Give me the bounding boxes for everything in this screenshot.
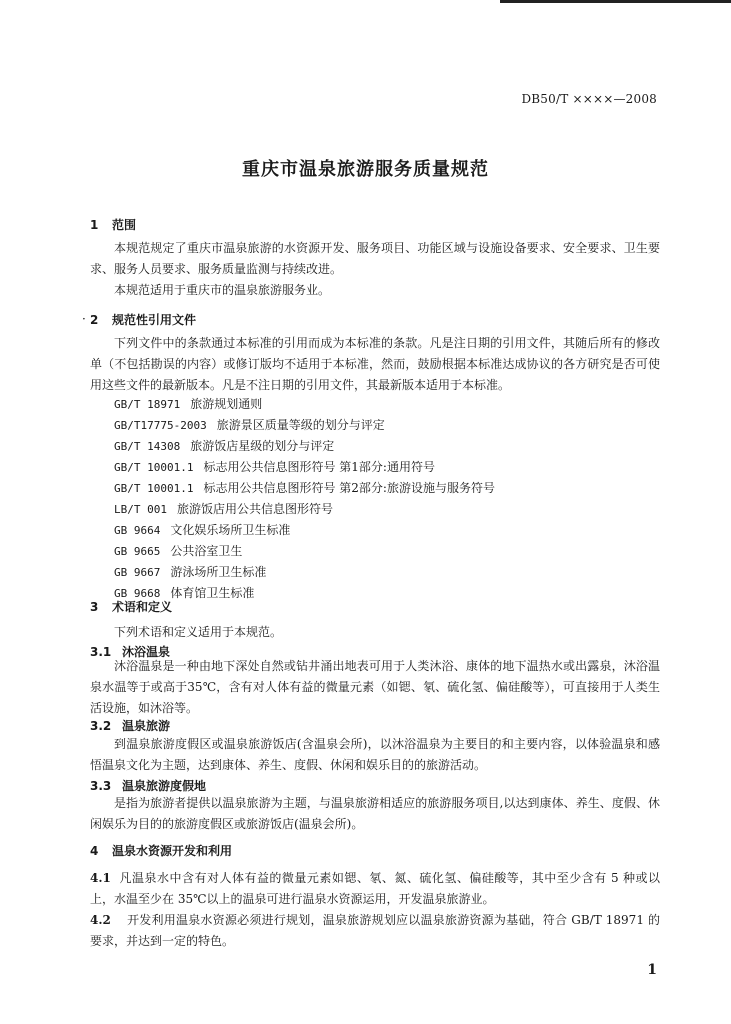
reference-item <box>114 416 385 433</box>
section-number: 3 <box>90 600 99 614</box>
section-number: 1 <box>90 218 99 232</box>
reference-item <box>114 479 495 496</box>
reference-code: GB 9664 <box>114 524 161 537</box>
section-3-heading <box>90 598 172 615</box>
reference-code: GB 9668 <box>114 587 161 600</box>
section-title: 术语和定义 <box>112 600 173 614</box>
reference-title: 标志用公共信息图形符号 第1部分:通用符号 <box>203 460 435 474</box>
reference-code: LB/T 001 <box>114 503 167 516</box>
section-1-paragraph-2: 本规范适用于重庆市的温泉旅游服务业。 <box>114 283 331 297</box>
reference-item <box>114 395 262 412</box>
reference-title: 旅游景区质量等级的划分与评定 <box>216 418 385 432</box>
reference-code: GB/T 10001.1 <box>114 461 194 474</box>
term-3-3-heading <box>90 777 206 794</box>
clause-4-1 <box>90 868 660 910</box>
reference-code: GB/T17775-2003 <box>114 419 207 432</box>
reference-title: 文化娱乐场所卫生标准 <box>170 523 291 537</box>
term-number: 3.2 <box>90 719 112 733</box>
term-3-1-definition: 沐浴温泉是一种由地下深处自然或钻井涌出地表可用于人类沐浴、康体的地下温热水或出露泉，沐浴温泉水温等于或高于35℃，含有对人体有益的微量元素（如锶、氡、硫化氢、偏硅酸等），可直接用于人类生活设施，如沐浴等。 <box>90 659 660 715</box>
top-border-line <box>500 0 731 3</box>
reference-title: 旅游饭店星级的划分与评定 <box>190 439 335 453</box>
reference-item <box>114 500 333 517</box>
term-3-2-definition: 到温泉旅游度假区或温泉旅游饭店(含温泉会所)，以沐浴温泉为主要目的和主要内容，以体验温泉和感悟温泉文化为主题，达到康体、养生、度假、休闲和娱乐目的的旅游活动。 <box>90 737 660 772</box>
document-code: DB50/T ××××—2008 <box>521 92 657 106</box>
term-number: 3.3 <box>90 779 112 793</box>
reference-item <box>114 521 290 538</box>
reference-title: 游泳场所卫生标准 <box>170 565 267 579</box>
term-title: 温泉旅游 <box>122 719 171 733</box>
term-title: 温泉旅游度假地 <box>122 779 207 793</box>
reference-item <box>114 458 435 475</box>
section-number: 4 <box>90 844 99 858</box>
section-1-paragraph-1: 本规范规定了重庆市温泉旅游的水资源开发、服务项目、功能区域与设施设备要求、安全要求、卫生要求、服务人员要求、服务质量监测与持续改进。 <box>90 241 660 276</box>
clause-number: 4.1 <box>90 871 111 885</box>
page-number: 1 <box>647 962 657 978</box>
clause-text: 开发利用温泉水资源必须进行规划，温泉旅游规划应以温泉旅游资源为基础，符合 GB/T 18971 的要求，并达到一定的特色。 <box>90 913 660 948</box>
margin-dot: · <box>82 312 86 326</box>
reference-title: 旅游饭店用公共信息图形符号 <box>176 502 333 516</box>
section-2-heading <box>90 311 196 328</box>
section-3-paragraph-1: 下列术语和定义适用于本规范。 <box>114 625 283 639</box>
clause-number: 4.2 <box>90 913 111 927</box>
section-title: 温泉水资源开发和利用 <box>112 844 233 858</box>
term-3-3-definition: 是指为旅游者提供以温泉旅游为主题，与温泉旅游相适应的旅游服务项目,以达到康体、养生、度假、休闲娱乐为目的的旅游度假区或旅游饭店(温泉会所)。 <box>90 796 660 831</box>
reference-code: GB 9665 <box>114 545 161 558</box>
clause-text: 凡温泉水中含有对人体有益的微量元素如锶、氡、氮、硫化氢、偏硅酸等，其中至少含有 5 种或以上，水温至少在 35℃以上的温泉可进行温泉水资源运用，开发温泉旅游业。 <box>90 871 660 906</box>
reference-title: 标志用公共信息图形符号 第2部分:旅游设施与服务符号 <box>203 481 495 495</box>
document-title: 重庆市温泉旅游服务质量规范 <box>242 159 489 180</box>
reference-code: GB 9667 <box>114 566 161 579</box>
reference-title: 旅游规划通则 <box>190 397 263 411</box>
reference-title: 公共浴室卫生 <box>170 544 243 558</box>
reference-title: 体育馆卫生标准 <box>170 586 255 600</box>
reference-code: GB/T 14308 <box>114 440 181 453</box>
reference-code: GB/T 10001.1 <box>114 482 194 495</box>
clause-4-2 <box>90 910 660 952</box>
term-title: 沐浴温泉 <box>122 645 171 659</box>
reference-item <box>114 563 266 580</box>
section-number: 2 <box>90 313 99 327</box>
section-4-heading <box>90 842 232 859</box>
term-number: 3.1 <box>90 645 112 659</box>
section-title: 范围 <box>112 218 137 232</box>
section-1-heading <box>90 216 136 233</box>
reference-item <box>114 542 242 559</box>
term-3-2-heading <box>90 717 170 734</box>
reference-item <box>114 437 334 454</box>
section-title: 规范性引用文件 <box>112 313 197 327</box>
section-2-paragraph-1: 下列文件中的条款通过本标准的引用而成为本标准的条款。凡是注日期的引用文件，其随后所有的修改单（不包括勘误的内容）或修订版均不适用于本标准，然而，鼓励根据本标准达成协议的各方研究是否可使用这些文件的最新版本。凡是不注日期的引用文件，其最新版本适用于本标准。 <box>90 336 660 392</box>
reference-code: GB/T 18971 <box>114 398 181 411</box>
